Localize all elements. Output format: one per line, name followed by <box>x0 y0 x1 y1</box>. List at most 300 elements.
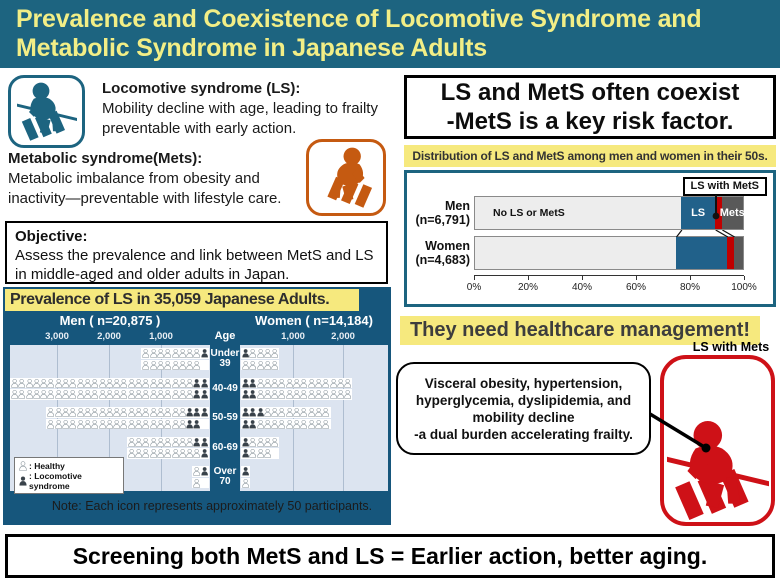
healthy-person-icon <box>91 419 98 430</box>
icon-row <box>241 478 250 489</box>
age-label <box>210 407 240 429</box>
healthy-person-icon <box>179 378 186 389</box>
healthy-person-icon <box>26 378 33 389</box>
healthy-person-icon <box>47 389 54 400</box>
healthy-person-icon <box>62 378 69 389</box>
healthy-person-icon <box>142 448 149 459</box>
healthy-person-icon <box>62 419 69 430</box>
prevalence-pictograph-panel <box>3 287 391 525</box>
age-label-line: 50-59 <box>212 412 238 423</box>
women-bar-label <box>407 236 470 270</box>
key-message-line-1: LS and MetS often coexist <box>440 79 740 106</box>
healthy-person-icon <box>271 360 278 371</box>
healthy-person-icon <box>249 448 256 459</box>
ls-person-icon <box>201 389 208 400</box>
healthy-person-icon <box>84 389 91 400</box>
pictograph-title: Prevalence of LS in 35,059 Japanese Adults. <box>5 289 359 311</box>
bar-segment <box>475 197 681 229</box>
ls-person-icon <box>242 389 249 400</box>
healthy-person-icon <box>271 407 278 418</box>
healthy-person-icon <box>150 448 157 459</box>
bar-label-line: Men <box>445 199 470 213</box>
crouching-person-icon <box>313 147 379 209</box>
healthy-person-icon <box>69 407 76 418</box>
healthy-person-icon <box>164 378 171 389</box>
women-icon-rows <box>240 345 388 491</box>
healthy-person-icon <box>157 448 164 459</box>
ls-person-icon <box>249 389 256 400</box>
healthy-person-icon <box>62 407 69 418</box>
management-message: They need healthcare management! <box>400 316 760 345</box>
ls-person-icon <box>242 348 249 359</box>
icon-row <box>241 437 279 448</box>
healthy-person-icon <box>11 378 18 389</box>
healthy-person-icon <box>193 360 200 371</box>
healthy-person-icon <box>157 360 164 371</box>
key-message-line-2: -MetS is a key risk factor. <box>446 108 734 135</box>
healthy-person-icon <box>300 407 307 418</box>
healthy-person-icon <box>99 389 106 400</box>
healthy-person-icon <box>164 437 171 448</box>
healthy-person-icon <box>308 378 315 389</box>
healthy-person-icon <box>47 378 54 389</box>
healthy-person-icon <box>308 407 315 418</box>
healthy-person-icon <box>150 348 157 359</box>
healthy-person-icon <box>300 419 307 430</box>
healthy-person-icon <box>179 437 186 448</box>
healthy-person-icon <box>135 448 142 459</box>
healthy-person-icon <box>113 378 120 389</box>
healthy-person-icon <box>172 448 179 459</box>
healthy-person-icon <box>193 348 200 359</box>
poster-title-bar <box>0 0 780 68</box>
healthy-person-icon <box>164 389 171 400</box>
ls-person-icon <box>19 476 27 486</box>
bar-segment <box>681 197 715 229</box>
age-label-line: 40-49 <box>212 382 238 394</box>
icon-row <box>46 419 209 430</box>
healthy-person-icon <box>120 389 127 400</box>
icon-row <box>241 348 279 359</box>
icon-row <box>241 378 352 389</box>
healthy-person-icon <box>278 389 285 400</box>
ls-person-icon <box>193 419 200 430</box>
connector-line <box>722 230 734 237</box>
women-axis-tick: 1,000 <box>281 331 305 342</box>
ls-person-icon <box>249 407 256 418</box>
women-age-group <box>241 407 331 429</box>
bar-label-line: Women <box>425 239 470 253</box>
healthy-person-icon <box>271 378 278 389</box>
healthy-person-icon <box>193 448 200 459</box>
healthy-person-icon <box>157 437 164 448</box>
healthy-person-icon <box>77 389 84 400</box>
men-stacked-bar <box>474 196 744 230</box>
healthy-person-icon <box>264 407 271 418</box>
healthy-person-icon <box>172 437 179 448</box>
healthy-person-icon <box>249 348 256 359</box>
bubble-line-3: mobility decline <box>472 409 575 425</box>
conclusion-banner <box>5 534 775 578</box>
healthy-person-icon <box>264 389 271 400</box>
men-column-header: Men ( n=20,875 ) <box>59 313 161 328</box>
connector-line <box>677 230 682 237</box>
axis-tick-label: 20% <box>517 282 539 293</box>
healthy-person-icon <box>186 360 193 371</box>
women-stacked-bar <box>474 236 744 270</box>
healthy-person-icon <box>249 437 256 448</box>
healthy-person-icon <box>186 348 193 359</box>
ls-person-icon <box>193 407 200 418</box>
ls-person-icon <box>242 437 249 448</box>
pictograph-note: Note: Each icon represents approximately 50 participants. <box>51 499 373 513</box>
healthy-person-icon <box>99 419 106 430</box>
healthy-person-icon <box>164 448 171 459</box>
women-column-header: Women ( n=14,184) <box>255 313 373 328</box>
women-age-group <box>241 437 279 459</box>
healthy-person-icon <box>150 407 157 418</box>
women-axis <box>240 331 388 343</box>
healthy-person-icon <box>113 407 120 418</box>
healthy-person-icon <box>315 378 322 389</box>
healthy-person-icon <box>264 419 271 430</box>
healthy-person-icon <box>77 419 84 430</box>
conclusion-text: Screening both MetS and LS = Earlier action, better aging. <box>72 542 708 569</box>
healthy-person-icon <box>264 348 271 359</box>
healthy-person-icon <box>84 378 91 389</box>
healthy-person-icon <box>157 348 164 359</box>
healthy-person-icon <box>249 360 256 371</box>
mets-definition-body: Metabolic imbalance from obesity and inactivity—preventable with lifestyle care. <box>8 170 282 207</box>
healthy-person-icon <box>293 389 300 400</box>
healthy-person-icon <box>293 407 300 418</box>
legend-healthy-label: : Healthy <box>29 461 65 471</box>
poster-title <box>0 0 780 63</box>
healthy-person-icon <box>113 419 120 430</box>
healthy-person-icon <box>172 407 179 418</box>
callout-arrow-icon <box>711 195 721 221</box>
person-with-cane-on-stairs-icon <box>15 82 79 142</box>
healthy-person-icon <box>47 419 54 430</box>
healthy-person-icon <box>172 419 179 430</box>
bar-segment-label: No LS or MetS <box>493 207 565 219</box>
healthy-person-icon <box>106 378 113 389</box>
healthy-person-icon <box>286 389 293 400</box>
healthy-person-icon <box>77 407 84 418</box>
healthy-person-icon <box>157 407 164 418</box>
mets-definition <box>8 149 305 209</box>
key-message-box <box>404 75 776 139</box>
age-label <box>210 466 240 488</box>
age-label-line: 70 <box>219 476 231 487</box>
healthy-person-icon <box>150 378 157 389</box>
objective-box <box>5 221 388 284</box>
healthy-person-icon <box>128 378 135 389</box>
healthy-person-icon <box>264 448 271 459</box>
age-label-line: Under <box>210 348 240 359</box>
healthy-person-icon <box>330 389 337 400</box>
healthy-person-icon <box>172 360 179 371</box>
healthy-person-icon <box>128 389 135 400</box>
distribution-chart <box>404 170 776 307</box>
ls-person-icon <box>201 466 208 477</box>
healthy-person-icon <box>344 378 351 389</box>
healthy-person-icon <box>322 389 329 400</box>
men-age-group <box>10 378 209 400</box>
ls-person-icon <box>242 419 249 430</box>
healthy-person-icon <box>142 437 149 448</box>
ls-with-mets-callout: LS with MetS <box>683 177 767 196</box>
men-age-group <box>46 407 209 429</box>
women-age-group <box>241 378 352 400</box>
axis-tick-mark <box>474 276 475 280</box>
healthy-person-icon <box>142 348 149 359</box>
bar-label-line: (n=6,791) <box>415 213 470 227</box>
healthy-person-icon <box>120 407 127 418</box>
healthy-person-icon <box>293 378 300 389</box>
title-line-2: Metabolic Syndrome in Japanese Adults <box>16 34 487 62</box>
metabolic-syndrome-icon-box <box>306 139 386 216</box>
pictograph-legend <box>14 457 124 494</box>
axis-tick-mark <box>636 276 637 280</box>
bar-segment <box>475 237 676 269</box>
healthy-person-icon <box>337 378 344 389</box>
healthy-person-icon <box>164 348 171 359</box>
age-label-line: 60-69 <box>212 441 238 453</box>
healthy-person-icon <box>135 437 142 448</box>
healthy-person-icon <box>264 378 271 389</box>
healthy-person-icon <box>179 448 186 459</box>
mets-definition-heading: Metabolic syndrome(Mets): <box>8 150 203 167</box>
icon-row <box>10 389 209 400</box>
axis-tick-label: 0% <box>466 282 482 293</box>
healthy-person-icon <box>120 419 127 430</box>
healthy-person-icon <box>91 407 98 418</box>
healthy-person-icon <box>322 419 329 430</box>
men-age-group <box>141 348 209 370</box>
healthy-person-icon <box>106 389 113 400</box>
bar-label-line: (n=4,683) <box>415 253 470 267</box>
healthy-person-icon <box>271 419 278 430</box>
healthy-person-icon <box>257 437 264 448</box>
healthy-person-icon <box>172 348 179 359</box>
icon-row <box>46 407 209 418</box>
icon-row <box>241 419 331 430</box>
ls-person-icon <box>249 378 256 389</box>
ls-person-icon <box>257 407 264 418</box>
healthy-person-icon <box>186 378 193 389</box>
women-age-group <box>241 348 279 370</box>
healthy-person-icon <box>179 389 186 400</box>
healthy-person-icon <box>150 437 157 448</box>
men-age-group <box>127 437 209 459</box>
healthy-person-icon <box>257 448 264 459</box>
healthy-person-icon <box>242 360 249 371</box>
healthy-person-icon <box>164 360 171 371</box>
healthy-person-icon <box>330 378 337 389</box>
healthy-person-icon <box>128 437 135 448</box>
age-label-line: 39 <box>219 358 231 369</box>
healthy-person-icon <box>179 407 186 418</box>
bar-segment <box>719 197 745 229</box>
men-age-group <box>192 466 209 488</box>
axis-tick-label: 60% <box>625 282 647 293</box>
icon-row <box>141 360 209 371</box>
healthy-person-icon <box>26 389 33 400</box>
distribution-chart-title: Distribution of LS and MetS among men and women in their 50s. <box>404 145 776 167</box>
locomotive-syndrome-icon-box <box>8 75 85 148</box>
healthy-person-icon <box>40 389 47 400</box>
men-axis <box>10 331 210 343</box>
men-bar-label <box>407 196 470 230</box>
healthy-person-icon <box>179 348 186 359</box>
bubble-line-2: hyperglycemia, dyslipidemia, and <box>415 392 632 408</box>
healthy-person-icon <box>257 419 264 430</box>
icon-row <box>192 478 209 489</box>
healthy-person-icon <box>113 389 120 400</box>
axis-tick-mark <box>690 276 691 280</box>
objective-body: Assess the prevalence and link between MetS and LS in middle-aged and older adults in Japan. <box>15 247 374 283</box>
men-axis-tick: 3,000 <box>45 331 69 342</box>
healthy-person-icon <box>150 419 157 430</box>
icon-row <box>127 437 209 448</box>
healthy-person-icon <box>308 419 315 430</box>
healthy-person-icon <box>128 407 135 418</box>
healthy-person-icon <box>257 389 264 400</box>
healthy-person-icon <box>186 437 193 448</box>
healthy-person-icon <box>164 407 171 418</box>
bubble-pointer-line <box>648 406 714 458</box>
healthy-person-icon <box>271 389 278 400</box>
age-label <box>210 378 240 400</box>
ls-person-icon <box>201 348 208 359</box>
healthy-person-icon <box>293 419 300 430</box>
healthy-person-icon <box>179 419 186 430</box>
ls-person-icon <box>186 407 193 418</box>
ls-person-icon <box>201 407 208 418</box>
healthy-person-icon <box>150 389 157 400</box>
axis-tick-label: 100% <box>731 282 757 293</box>
legend-healthy <box>19 461 119 471</box>
healthy-person-icon <box>257 360 264 371</box>
ls-person-icon <box>193 378 200 389</box>
healthy-person-icon <box>99 378 106 389</box>
icon-row <box>241 466 250 477</box>
healthy-person-icon <box>69 378 76 389</box>
ls-person-icon <box>201 378 208 389</box>
healthy-person-icon <box>193 466 200 477</box>
healthy-person-icon <box>142 389 149 400</box>
healthy-person-icon <box>278 419 285 430</box>
bar-segment <box>734 237 743 269</box>
healthy-person-icon <box>128 419 135 430</box>
icon-row <box>241 448 279 459</box>
axis-tick-mark <box>582 276 583 280</box>
healthy-person-icon <box>193 478 200 489</box>
ls-definition <box>102 79 390 139</box>
age-label <box>210 437 240 459</box>
axis-tick-mark <box>528 276 529 280</box>
healthy-person-icon <box>106 419 113 430</box>
healthy-person-icon <box>55 389 62 400</box>
ls-definition-body: Mobility decline with age, leading to frailty preventable with early action. <box>102 100 378 137</box>
healthy-person-icon <box>33 389 40 400</box>
healthy-person-icon <box>286 407 293 418</box>
healthy-person-icon <box>55 419 62 430</box>
healthy-person-icon <box>286 378 293 389</box>
axis-tick-mark <box>744 276 745 280</box>
healthy-person-icon <box>142 407 149 418</box>
ls-person-icon <box>186 419 193 430</box>
healthy-person-icon <box>172 378 179 389</box>
healthy-person-icon <box>308 389 315 400</box>
healthy-person-icon <box>271 348 278 359</box>
age-group-labels <box>210 345 240 491</box>
ls-with-mets-figure-label: LS with Mets <box>692 340 770 354</box>
healthy-person-icon <box>315 389 322 400</box>
healthy-person-icon <box>344 389 351 400</box>
healthy-person-icon <box>264 437 271 448</box>
healthy-person-icon <box>257 378 264 389</box>
bubble-line-4: -a dual burden accelerating frailty. <box>414 426 633 442</box>
healthy-person-icon <box>120 378 127 389</box>
ls-person-icon <box>242 378 249 389</box>
healthy-person-icon <box>55 407 62 418</box>
healthy-person-icon <box>77 378 84 389</box>
healthy-person-icon <box>300 389 307 400</box>
axis-tick-label: 80% <box>679 282 701 293</box>
healthy-person-icon <box>99 407 106 418</box>
ls-person-icon <box>242 448 249 459</box>
age-label-line: Over <box>213 466 237 477</box>
healthy-person-icon <box>142 378 149 389</box>
healthy-person-icon <box>84 407 91 418</box>
ls-person-icon <box>242 407 249 418</box>
bar-segment <box>676 237 727 269</box>
healthy-person-icon <box>84 419 91 430</box>
dual-burden-callout-bubble <box>396 362 651 455</box>
ls-person-icon <box>193 389 200 400</box>
bubble-line-1: Visceral obesity, hypertension, <box>424 375 623 391</box>
bar-segment-label: LS <box>691 207 706 219</box>
healthy-person-icon <box>271 437 278 448</box>
icon-row <box>241 407 331 418</box>
percentage-axis <box>466 275 757 301</box>
healthy-person-icon <box>135 407 142 418</box>
healthy-person-icon <box>91 389 98 400</box>
healthy-person-icon <box>106 407 113 418</box>
healthy-person-icon <box>179 360 186 371</box>
healthy-person-icon <box>62 389 69 400</box>
women-axis-tick: 2,000 <box>331 331 355 342</box>
legend-ls-label: : Locomotive syndrome <box>29 471 82 491</box>
objective-heading: Objective: <box>15 228 88 245</box>
ls-person-icon <box>242 466 249 477</box>
icon-row <box>241 360 279 371</box>
ls-person-icon <box>201 437 208 448</box>
healthy-person-icon <box>278 407 285 418</box>
healthy-person-icon <box>164 419 171 430</box>
healthy-person-icon <box>257 348 264 359</box>
age-label <box>210 348 240 370</box>
healthy-person-icon <box>33 378 40 389</box>
healthy-person-icon <box>18 378 25 389</box>
healthy-person-icon <box>264 360 271 371</box>
ls-definition-heading: Locomotive syndrome (LS): <box>102 80 301 97</box>
healthy-person-icon <box>142 360 149 371</box>
healthy-person-icon <box>11 389 18 400</box>
segment-connector-lines <box>474 230 744 237</box>
